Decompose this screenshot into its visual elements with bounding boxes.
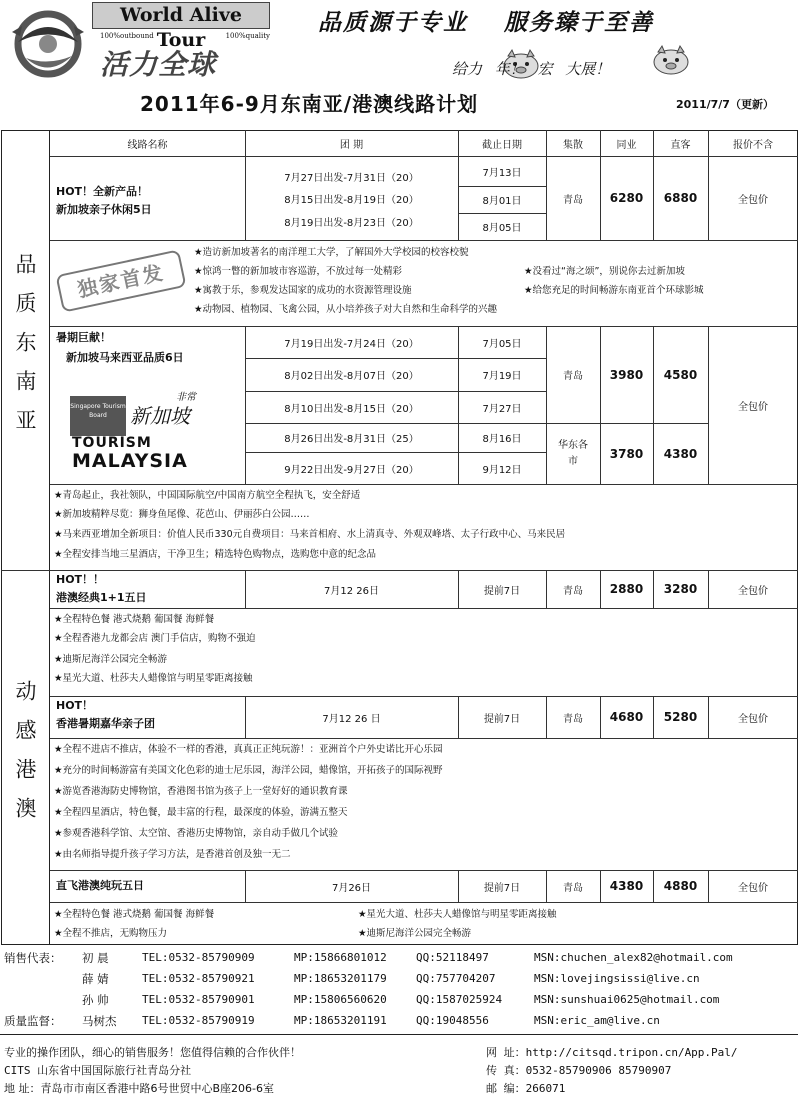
footer-website[interactable]: 网 址：http://citsqd.tripon.cn/App.Pal/: [486, 1046, 738, 1059]
footer-separator: [0, 1034, 798, 1035]
contact-name: 孙 帅: [82, 993, 109, 1007]
highlight: ★全程不推店，无购物压力: [54, 928, 168, 939]
col-header-gathering: 集散: [563, 139, 583, 151]
direct-price: 4880: [663, 879, 698, 893]
period: 7月27日出发-7月31日（20）: [284, 172, 419, 184]
period: 8月15日出发-8月19日（20）: [284, 194, 419, 206]
deadline: 9月12日: [482, 464, 522, 476]
product-tag: HOT！: [56, 699, 94, 712]
col-header-direct-price: 直客: [670, 139, 691, 151]
tourism-malaysia-logo: [72, 434, 188, 470]
highlight: ★寓教于乐，参观发达国家的成功的水资源管理设施: [194, 285, 412, 296]
highlight: ★参观香港科学馆、太空馆、香港历史博物馆，亲自动手做几个试验: [54, 828, 339, 839]
period: 8月10日出发-8月15日（20）: [284, 403, 419, 415]
price-excludes: 全包价: [738, 585, 768, 597]
rabbit-mascot-icon: [650, 44, 692, 76]
brand-chinese: 活力全球: [100, 48, 217, 81]
period: 8月26日出发-8月31日（25）: [284, 434, 419, 445]
gathering-city: 青岛: [563, 882, 583, 894]
product-name[interactable]: 直飞港澳纯玩五日: [56, 879, 144, 892]
product-name[interactable]: 港澳经典1+1五日: [56, 591, 147, 604]
highlight: ★充分的时间畅游富有美国文化色彩的迪士尼乐园，海洋公园，蜡像馆，开拓孩子的国际视野: [54, 765, 443, 776]
direct-price: 5280: [663, 710, 698, 724]
gathering-city: 青岛: [563, 371, 583, 382]
period: 8月19日出发-8月23日（20）: [284, 217, 419, 229]
contact-tel[interactable]: TEL:0532-85790919: [142, 1014, 255, 1027]
trade-price: 3980: [609, 367, 644, 382]
trade-price: 3780: [609, 446, 644, 461]
highlight: ★动物园、植物园、飞禽公园，从小培养孩子对大自然和生命科学的兴趣: [194, 304, 498, 315]
brand-subtitle: [100, 32, 270, 40]
tm-top: TOURISM: [72, 435, 152, 451]
highlight: ★迪斯尼海洋公园完全畅游: [358, 928, 472, 939]
product-tag: HOT！！: [56, 573, 105, 586]
gathering-city: 青岛: [563, 585, 583, 597]
highlight: ★没看过“海之颂”，别说你去过新加坡: [524, 266, 685, 277]
highlight: ★全程四星酒店，特色餐，最丰富的行程，最深度的体验，游满五整天: [54, 807, 348, 818]
contact-msn[interactable]: MSN:sunshuai0625@hotmail.com: [534, 993, 720, 1006]
highlight: ★全程香港九龙都会店 澳门手信店，购物不强迫: [54, 633, 256, 644]
contact-tel[interactable]: TEL:0532-85790909: [142, 951, 255, 964]
period: 7月26日: [331, 882, 372, 894]
trade-price: 4680: [609, 710, 644, 724]
highlight: ★全程特色餐 港式烧鹅 葡国餐 海鲜餐: [54, 614, 215, 625]
divider: [50, 240, 798, 241]
singapore-tourism-logo: [70, 396, 126, 436]
footer-tagline: 专业的操作团队，细心的销售服务！您值得信赖的合作伙伴！: [4, 1046, 301, 1059]
contact-role: 销售代表：: [4, 951, 62, 965]
contact-qq[interactable]: QQ:52118497: [416, 951, 489, 964]
contact-mobile[interactable]: MP:18653201179: [294, 972, 387, 985]
world-alive-tour-logo-icon: [6, 2, 90, 86]
period: 7月12 26 日: [322, 713, 381, 725]
contact-qq[interactable]: QQ:757704207: [416, 972, 496, 985]
col-header-excludes: 报价不含: [733, 139, 773, 151]
col-header-route: 线路名称: [127, 139, 168, 151]
deadline: 8月16日: [482, 434, 522, 445]
product-tag: 暑期巨献！: [56, 331, 111, 344]
direct-price: 6880: [663, 191, 698, 205]
tm-bottom: MALAYSIA: [72, 450, 188, 472]
trade-price: 4380: [609, 879, 644, 893]
price-excludes: 全包价: [738, 194, 768, 206]
exclusive-launch-stamp: 独家首发: [55, 249, 186, 312]
col-header-trade-price: 同业: [616, 139, 637, 151]
divider: [50, 902, 798, 903]
contact-name: 薛 婧: [82, 972, 109, 986]
highlight: ★迪斯尼海洋公园完全畅游: [54, 654, 168, 665]
sg-logo-text: Singapore Tourism Board: [70, 403, 126, 419]
product-name[interactable]: 香港暑期嘉华亲子团: [56, 717, 155, 730]
contact-qq[interactable]: QQ:1587025924: [416, 993, 503, 1006]
col-header-deadline: 截止日期: [482, 139, 522, 151]
price-excludes: 全包价: [738, 882, 768, 894]
trade-price: 2880: [609, 582, 644, 596]
section-southeast-asia: [1, 130, 50, 570]
header-slogan: 品质源于专业 服务臻于至善: [318, 9, 655, 36]
deadline: 7月27日: [482, 403, 522, 415]
page-header: [0, 0, 800, 116]
page-title: 2011年6-9月东南亚/港澳线路计划: [140, 92, 479, 116]
product-name[interactable]: 新加坡马来西亚品质6日: [66, 351, 184, 364]
direct-price: 4580: [663, 367, 698, 382]
footer-company: CITS 山东省中国国际旅行社青岛分社: [4, 1064, 192, 1077]
highlight: ★马来西亚增加全新项目：价值人民币330元自费项目：马来首相府、水上清真寺、外观双峰塔、太子行政中心、马来民居: [54, 529, 566, 540]
deadline: 提前7日: [483, 882, 521, 894]
contact-name: 初 晨: [82, 951, 109, 965]
section-label: 品质东南亚: [13, 252, 37, 448]
divider: [50, 484, 798, 485]
deadline: 7月13日: [482, 167, 522, 179]
highlight: ★给您充足的时间畅游东南亚首个环球影城: [524, 285, 704, 296]
deadline: 7月05日: [482, 338, 522, 350]
contact-role: 质量监督：: [4, 1014, 62, 1028]
highlight: ★星光大道、杜莎夫人蜡像馆与明星零距离接触: [358, 909, 557, 920]
col-header-period: 团 期: [339, 139, 364, 151]
divider: [50, 608, 798, 609]
highlight: ★新加坡精粹尽览：狮身鱼尾像、花芭山、伊丽莎白公园……: [54, 509, 310, 520]
highlight: ★惊鸿一瞥的新加坡市容巡游，不放过每一处精彩: [194, 266, 403, 277]
gathering-city: 青岛: [563, 713, 583, 725]
highlight: ★由名师指导提升孩子学习方法，是香港首创及独一无二: [54, 849, 291, 860]
singapore-cn-logo: 新加坡: [130, 404, 190, 428]
period: 7月12 26日: [324, 585, 379, 597]
deadline: 提前7日: [483, 713, 521, 725]
brand-english: World Alive Tour: [92, 2, 270, 29]
gathering-city: 华东各市: [558, 439, 588, 467]
price-excludes: 全包价: [738, 713, 768, 725]
divider: [50, 738, 798, 739]
brand-sub-left: 100%outbound: [100, 32, 154, 40]
contact-msn[interactable]: MSN:lovejingsissi@live.cn: [534, 972, 700, 985]
contact-mobile[interactable]: MP:15866801012: [294, 951, 387, 964]
footer-fax: 传 真：0532-85790906 85790907: [486, 1064, 672, 1077]
contact-tel[interactable]: TEL:0532-85790921: [142, 972, 255, 985]
highlight: ★全程安排当地三星酒店，干净卫生；精选特色购物点，选购您中意的纪念品: [54, 549, 377, 560]
highlight: ★星光大道、杜莎夫人蜡像馆与明星零距离接触: [54, 673, 253, 684]
deadline: 8月05日: [482, 223, 522, 234]
contact-msn[interactable]: MSN:chuchen_alex82@hotmail.com: [534, 951, 733, 964]
contact-mobile[interactable]: MP:18653201191: [294, 1014, 387, 1027]
period: 9月22日出发-9月27日（20）: [284, 464, 419, 476]
contact-msn[interactable]: MSN:eric_am@live.cn: [534, 1014, 660, 1027]
gathering-city: 青岛: [563, 194, 583, 206]
direct-price: 4380: [663, 446, 698, 461]
footer-postcode: 邮 编：266071: [486, 1082, 566, 1095]
header-subslogan: 给力 年！ 宏 大展！: [452, 60, 611, 78]
highlight: ★造访新加坡著名的南洋理工大学，了解国外大学校园的校容校貌: [194, 247, 469, 258]
brand-sub-right: 100%quality: [225, 32, 270, 40]
price-excludes: 全包价: [738, 401, 768, 413]
contact-qq[interactable]: QQ:19048556: [416, 1014, 489, 1027]
section-label: 动感港澳: [13, 679, 37, 836]
trade-price: 6280: [609, 191, 644, 205]
deadline: 8月01日: [482, 196, 522, 207]
deadline: 7月19日: [482, 371, 522, 382]
period: 8月02日出发-8月07日（20）: [284, 371, 419, 382]
update-date: 2011/7/7（更新）: [676, 98, 774, 111]
footer-address: 地 址：青岛市市南区香港中路6号世贸中心B座206-6室: [4, 1082, 275, 1095]
product-tag: HOT！全新产品！: [56, 185, 149, 198]
highlight: ★游览香港海防史博物馆，香港图书馆为孩子上一堂好好的通识教育课: [54, 786, 348, 797]
section-hk-macau: [1, 570, 50, 945]
highlight: ★全程特色餐 港式烧鹅 葡国餐 海鲜餐: [54, 909, 215, 920]
deadline: 提前7日: [483, 585, 521, 597]
direct-price: 3280: [663, 582, 698, 596]
contact-tel[interactable]: TEL:0532-85790901: [142, 993, 255, 1006]
period: 7月19日出发-7月24日（20）: [284, 338, 419, 350]
highlight: ★全程不进店不推店，体验不一样的香港，真真正正纯玩游！：亚洲首个户外史诺比开心乐园: [54, 744, 443, 755]
singapore-cn-small: 非常: [176, 392, 196, 403]
contact-mobile[interactable]: MP:15806560620: [294, 993, 387, 1006]
product-name[interactable]: 新加坡亲子休闲5日: [56, 203, 152, 216]
highlight: ★青岛起止，我社领队，中国国际航空/中国南方航空全程执飞，安全舒适: [54, 490, 361, 501]
contact-name: 马树杰: [82, 1014, 117, 1028]
